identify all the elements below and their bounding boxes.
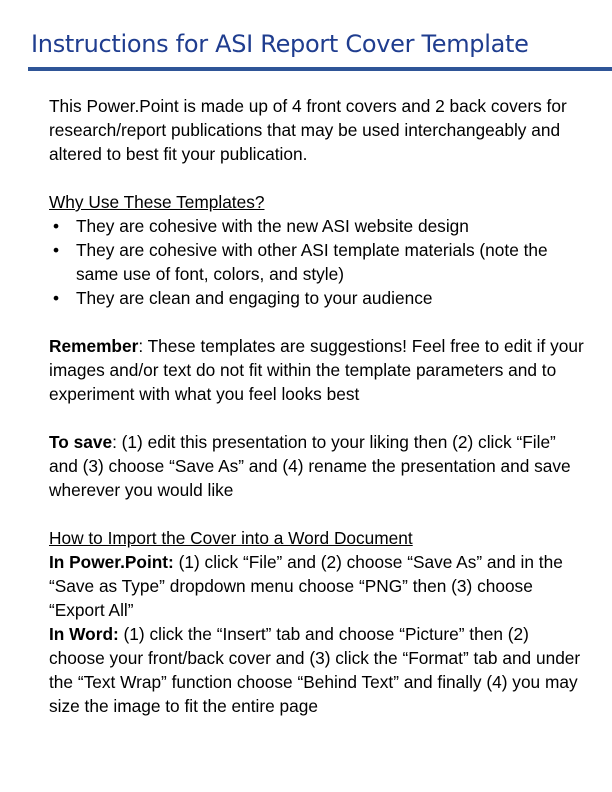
list-item-text: They are cohesive with the new ASI website design	[76, 216, 469, 236]
list-item	[49, 238, 589, 286]
why-heading: Why Use These Templates?	[49, 192, 265, 212]
word-text: (1) click the “Insert” tab and choose “Picture” then (2) choose your front/back cover and (3) click the “Format” tab and under the “Text Wrap” function choose “Behind Text” and finally (4) you may size the image to fit the entire page	[49, 624, 581, 716]
remember-text: : These templates are suggestions! Feel free to edit if your images and/or text do not fit within the template parameters and to experiment with what you feel looks best	[49, 336, 584, 404]
bullet-icon: •	[53, 288, 60, 308]
spacer	[49, 502, 589, 526]
list-item	[49, 214, 589, 238]
to-save-text: : (1) edit this presentation to your liking then (2) click “File” and (3) choose “Save As” and (4) rename the presentation and save wherever you would like	[49, 432, 571, 500]
bullet-icon: •	[53, 216, 60, 236]
to-save-label: To save	[49, 432, 113, 452]
import-heading: How to Import the Cover into a Word Document	[49, 528, 413, 548]
powerpoint-text: (1) click “File” and (2) choose “Save As” and in the “Save as Type” dropdown menu choose “PNG” then (3) choose “Export All”	[49, 552, 563, 620]
instructions-body	[49, 94, 589, 718]
why-list	[49, 214, 589, 310]
list-item-text: They are cohesive with other ASI template materials (note the same use of font, colors, and style)	[76, 240, 548, 284]
word-label: In Word:	[49, 624, 119, 644]
bullet-icon: •	[53, 240, 60, 260]
spacer	[49, 310, 589, 334]
powerpoint-steps	[49, 550, 589, 622]
to-save-paragraph	[49, 430, 589, 502]
list-item-text: They are clean and engaging to your audience	[76, 288, 433, 308]
spacer	[49, 406, 589, 430]
title-underline-rule	[28, 67, 612, 71]
word-steps	[49, 622, 589, 718]
intro-paragraph: This Power.Point is made up of 4 front covers and 2 back covers for research/report publications that may be used interchangeably and altered to best fit your publication.	[49, 96, 567, 164]
list-item	[49, 286, 589, 310]
remember-label: Remember	[49, 336, 139, 356]
remember-paragraph	[49, 334, 589, 406]
page-title: Instructions for ASI Report Cover Template	[31, 30, 529, 58]
spacer	[49, 166, 589, 190]
powerpoint-label: In Power.Point:	[49, 552, 174, 572]
